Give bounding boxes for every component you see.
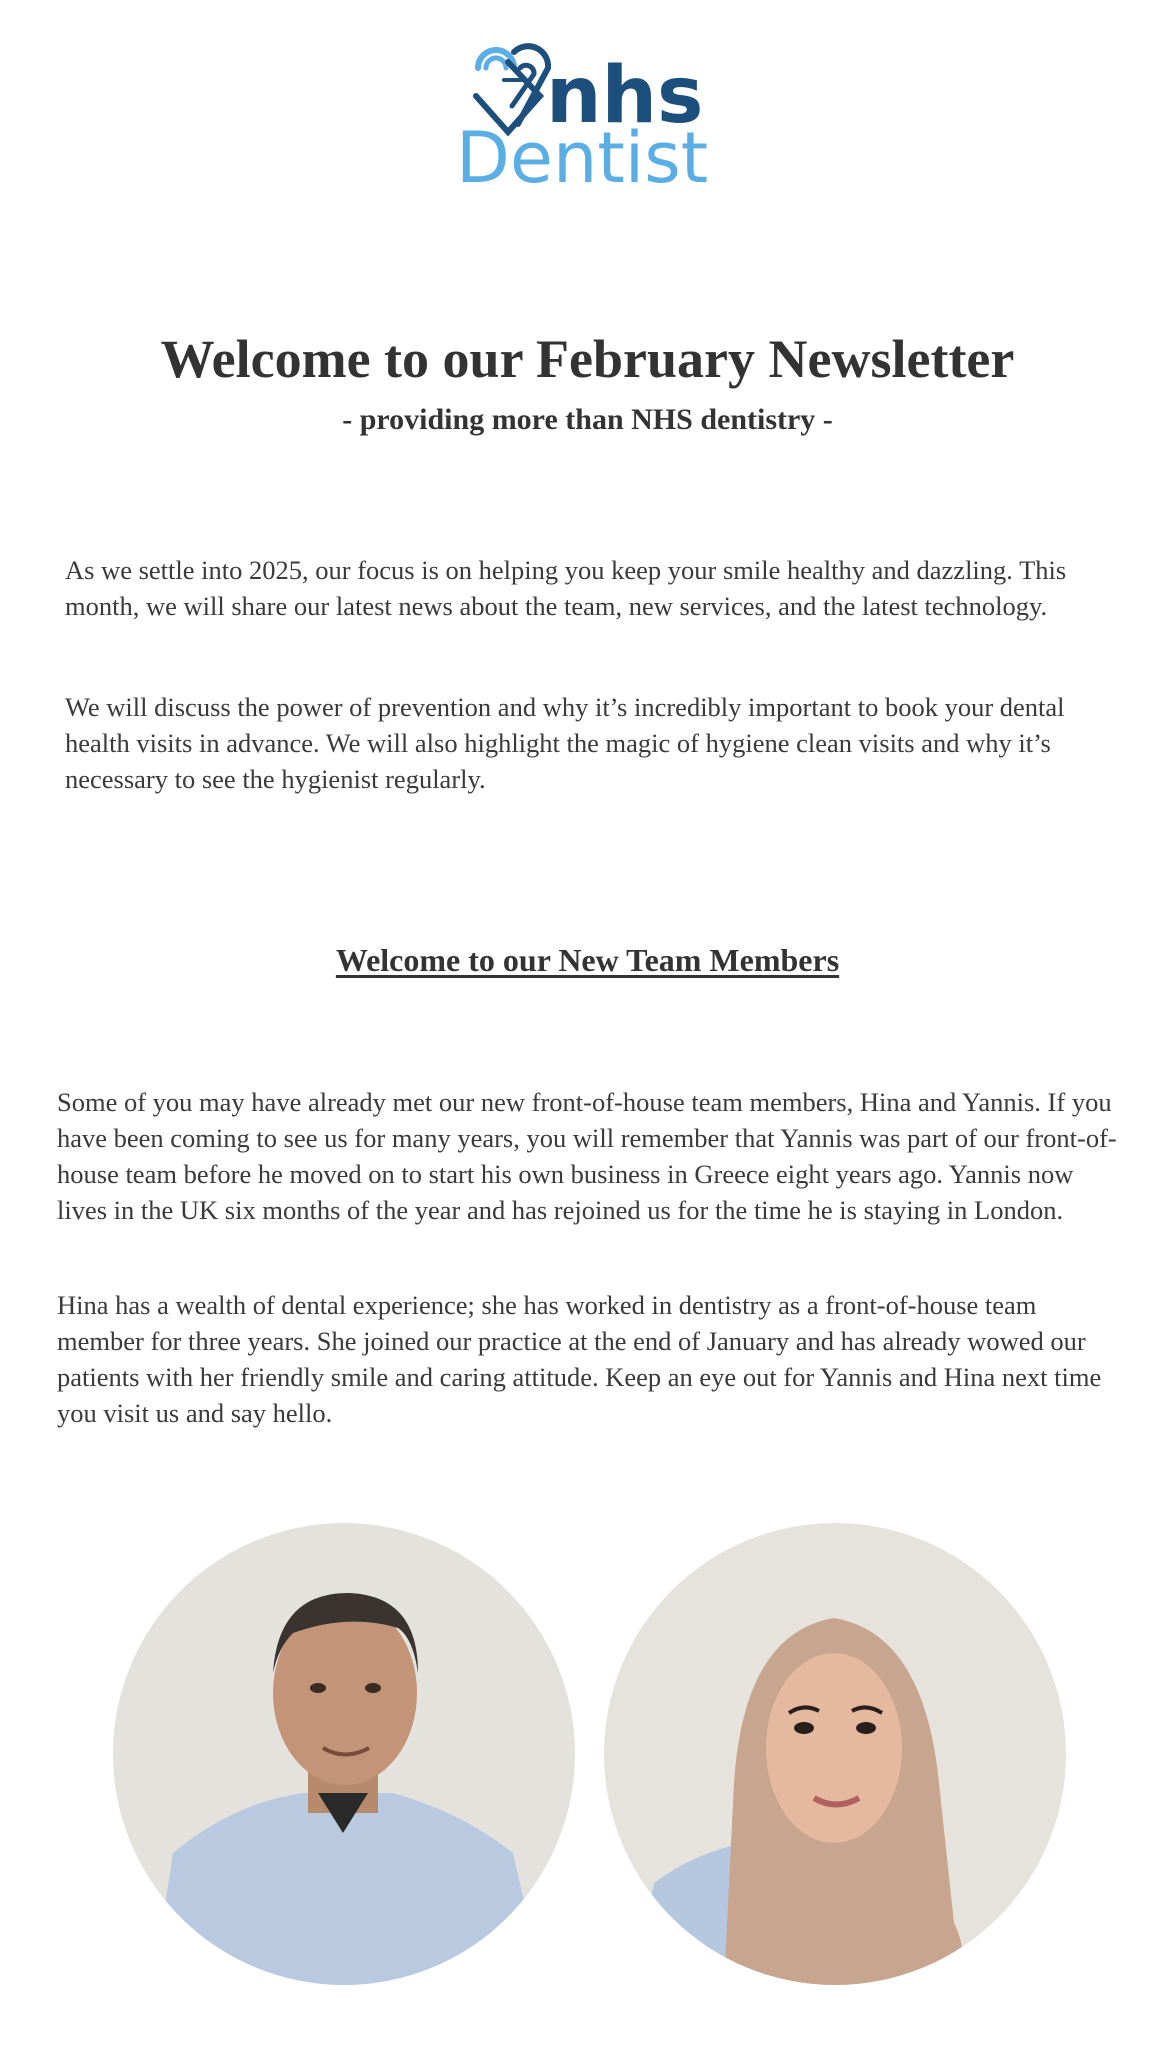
section-heading-text: Welcome to our New Team Members [335, 942, 840, 978]
team-photo-hina [604, 1523, 1066, 1985]
intro-paragraph: We will discuss the power of prevention and why it’s incredibly important to book your dental health visits in advance. We will also highlight the magic of hygiene clean visits and why it’s necessary to see the hygienist regularly. [65, 692, 1065, 794]
striped-heart-icon [448, 40, 733, 190]
portrait-image [604, 1523, 1066, 1985]
page-subtitle: - providing more than NHS dentistry - [342, 403, 833, 436]
intro-paragraph: As we settle into 2025, our focus is on helping you keep your smile healthy and dazzling. This month, we will share our latest news about the team, new services, and the latest technology. [65, 555, 1067, 621]
svg-text:Dentist: Dentist [456, 117, 709, 190]
page-title: Welcome to our February Newsletter [160, 329, 1015, 389]
team-paragraph: Hina has a wealth of dental experience; she has worked in dentistry as a front-of-house team member for three years. She joined our practice at the end of January and has already wowed our patients with her friendly smile and caring attitude. Keep an eye out for Yannis and Hina next time you visit us and say hello. [57, 1290, 1102, 1428]
section-heading-new-team [0, 938, 1175, 982]
portrait-image [113, 1523, 575, 1985]
svg-text:nhs: nhs [546, 51, 704, 141]
team-photo-yannis [113, 1523, 575, 1985]
nhs-dentist-logo [448, 40, 733, 190]
team-paragraph: Some of you may have already met our new front-of-house team members, Hina and Yannis. If you have been coming to see us for many years, you will remember that Yannis was part of our front-of-house team before he moved on to start his own business in Greece eight years ago. Yannis now lives in the UK six months of the year and has rejoined us for the time he is staying in London. [57, 1087, 1117, 1225]
